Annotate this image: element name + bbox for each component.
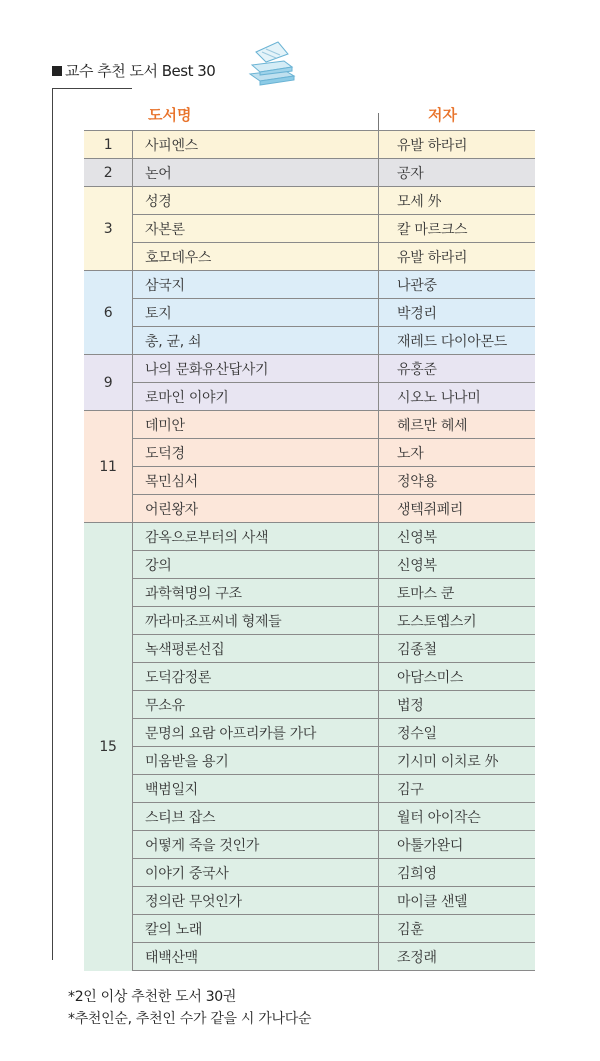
author-cell: 노자 <box>379 439 536 467</box>
author-cell: 정수일 <box>379 719 536 747</box>
table-row <box>84 859 535 887</box>
book-title-cell: 호모데우스 <box>133 243 379 271</box>
author-cell: 아툴가완디 <box>379 831 536 859</box>
book-title-cell: 논어 <box>133 159 379 187</box>
table-row <box>84 943 535 971</box>
author-cell: 칼 마르크스 <box>379 215 536 243</box>
table-row <box>84 803 535 831</box>
left-rule <box>52 88 53 960</box>
rank-group <box>84 159 535 187</box>
book-title-cell: 감옥으로부터의 사색 <box>133 523 379 551</box>
author-cell: 나관중 <box>379 271 536 299</box>
note-line: *2인 이상 추천한 도서 30권 <box>68 989 237 1005</box>
table-row <box>84 663 535 691</box>
author-cell: 월터 아이작슨 <box>379 803 536 831</box>
author-cell: 김희영 <box>379 859 536 887</box>
book-title-cell: 태백산맥 <box>133 943 379 971</box>
book-title-cell: 자본론 <box>133 215 379 243</box>
table-row <box>84 243 535 271</box>
table-row <box>84 327 535 355</box>
author-cell: 마이클 샌델 <box>379 887 536 915</box>
book-title-cell: 어떻게 죽을 것인가 <box>133 831 379 859</box>
book-title-cell: 미움받을 용기 <box>133 747 379 775</box>
book-title-cell: 칼의 노래 <box>133 915 379 943</box>
book-title-cell: 이야기 중국사 <box>133 859 379 887</box>
header-book: 도서명 <box>148 106 192 124</box>
author-cell: 신영복 <box>379 551 536 579</box>
author-cell: 도스토옙스키 <box>379 607 536 635</box>
table-row <box>84 131 535 159</box>
title-text: 교수 추천 도서 Best 30 <box>65 62 216 80</box>
book-title-cell: 과학혁명의 구조 <box>133 579 379 607</box>
notes <box>68 986 311 1030</box>
table-row <box>84 299 535 327</box>
author-cell: 토마스 쿤 <box>379 579 536 607</box>
rank-group <box>84 523 535 971</box>
table-row <box>84 411 535 439</box>
table-row <box>84 635 535 663</box>
rank-cell: 9 <box>84 355 133 411</box>
table-row <box>84 719 535 747</box>
book-title-cell: 로마인 이야기 <box>133 383 379 411</box>
rank-cell: 3 <box>84 187 133 271</box>
book-title-cell: 토지 <box>133 299 379 327</box>
book-title-cell: 문명의 요람 아프리카를 가다 <box>133 719 379 747</box>
table-row <box>84 495 535 523</box>
author-cell: 김훈 <box>379 915 536 943</box>
author-cell: 재레드 다이아몬드 <box>379 327 536 355</box>
table-row <box>84 355 535 383</box>
page-title <box>52 60 215 81</box>
rank-cell: 15 <box>84 523 133 971</box>
author-cell: 기시미 이치로 外 <box>379 747 536 775</box>
table-row <box>84 915 535 943</box>
author-cell: 아담스미스 <box>379 663 536 691</box>
rank-group <box>84 271 535 355</box>
rank-group <box>84 411 535 523</box>
book-title-cell: 백범일지 <box>133 775 379 803</box>
author-cell: 김구 <box>379 775 536 803</box>
note-line: *추천인순, 추천인 수가 같을 시 가나다순 <box>68 1011 312 1027</box>
book-title-cell: 정의란 무엇인가 <box>133 887 379 915</box>
author-cell: 김종철 <box>379 635 536 663</box>
table-row <box>84 887 535 915</box>
author-cell: 시오노 나나미 <box>379 383 536 411</box>
table-row <box>84 523 535 551</box>
table-row <box>84 271 535 299</box>
book-title-cell: 녹색평론선집 <box>133 635 379 663</box>
book-title-cell: 성경 <box>133 187 379 215</box>
table-row <box>84 383 535 411</box>
table-row <box>84 159 535 187</box>
rank-cell: 11 <box>84 411 133 523</box>
author-cell: 조정래 <box>379 943 536 971</box>
rank-group <box>84 187 535 271</box>
rank-cell: 2 <box>84 159 133 187</box>
author-cell: 유홍준 <box>379 355 536 383</box>
author-cell: 정약용 <box>379 467 536 495</box>
author-cell: 헤르만 헤세 <box>379 411 536 439</box>
header-author: 저자 <box>428 106 457 124</box>
table-row <box>84 187 535 215</box>
author-cell: 박경리 <box>379 299 536 327</box>
table-row <box>84 467 535 495</box>
book-title-cell: 삼국지 <box>133 271 379 299</box>
book-title-cell: 도덕경 <box>133 439 379 467</box>
book-title-cell: 까라마조프씨네 형제들 <box>133 607 379 635</box>
author-cell: 공자 <box>379 159 536 187</box>
table-row <box>84 607 535 635</box>
rank-cell: 1 <box>84 131 133 159</box>
author-cell: 법정 <box>379 691 536 719</box>
book-title-cell: 스티브 잡스 <box>133 803 379 831</box>
author-cell: 신영복 <box>379 523 536 551</box>
author-cell: 모세 外 <box>379 187 536 215</box>
table-row <box>84 215 535 243</box>
table-row <box>84 579 535 607</box>
table-row <box>84 775 535 803</box>
book-title-cell: 총, 균, 쇠 <box>133 327 379 355</box>
table-row <box>84 831 535 859</box>
table-row <box>84 439 535 467</box>
rank-group <box>84 355 535 411</box>
book-title-cell: 강의 <box>133 551 379 579</box>
book-title-cell: 무소유 <box>133 691 379 719</box>
header-separator <box>378 113 379 130</box>
book-title-cell: 어린왕자 <box>133 495 379 523</box>
table-row <box>84 691 535 719</box>
author-cell: 유발 하라리 <box>379 131 536 159</box>
book-title-cell: 목민심서 <box>133 467 379 495</box>
book-table <box>84 130 535 971</box>
book-title-cell: 나의 문화유산답사기 <box>133 355 379 383</box>
author-cell: 생텍쥐페리 <box>379 495 536 523</box>
rank-group <box>84 131 535 159</box>
square-bullet-icon <box>52 66 62 76</box>
book-title-cell: 도덕감정론 <box>133 663 379 691</box>
table-row <box>84 747 535 775</box>
book-title-cell: 데미안 <box>133 411 379 439</box>
top-rule <box>52 88 132 89</box>
rank-cell: 6 <box>84 271 133 355</box>
book-title-cell: 사피엔스 <box>133 131 379 159</box>
table-row <box>84 551 535 579</box>
author-cell: 유발 하라리 <box>379 243 536 271</box>
books-stack-icon <box>244 40 298 86</box>
